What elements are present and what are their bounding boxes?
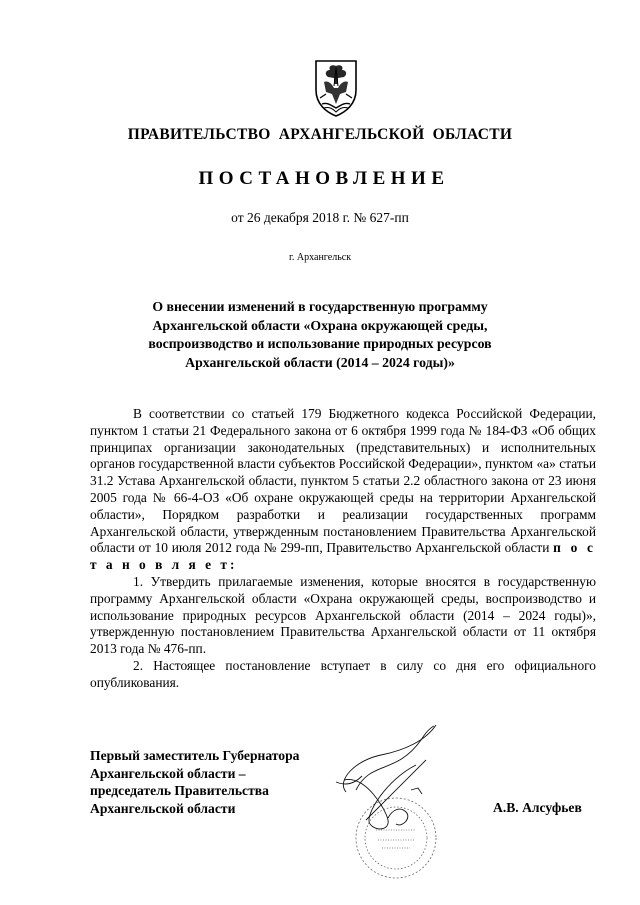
document-date-number: от 26 декабря 2018 г. № 627-пп bbox=[231, 210, 409, 225]
document-body bbox=[90, 406, 596, 692]
title-line: воспроизводство и использование природных ресурсов bbox=[148, 336, 492, 351]
preamble-text: В соответствии со статьей 179 Бюджетного кодекса Российской Федерации, пунктом 1 статьи 21 Федерального закона от 6 октября 1999 года № 184-ФЗ «Об общих принципах организации законодательных (представительных) и исполнительных органов государственной власти субъектов Российской Федерации», пунктом «а» статьи 31.2 Устава Архангельской области, пунктом 5 статьи 2.2 областного закона от 23 июня 2005 года № 66-4-ОЗ «Об охране окружающей среды на территории Архангельской области», Порядком разработки и реализации государственных программ Архангельской области, утвержденным постановлением Правительства Архангельской области от 10 июля 2012 года № 299-пп, Правительство Архангельской области bbox=[90, 406, 596, 556]
coat-of-arms-emblem bbox=[312, 58, 360, 118]
document-type: ПОСТАНОВЛЕНИЕ bbox=[198, 168, 450, 189]
signer-position-line: Архангельской области – bbox=[90, 765, 246, 781]
signer-name: А.В. Алсуфьев bbox=[493, 800, 582, 815]
title-line: Архангельской области «Охрана окружающей среды, bbox=[152, 317, 488, 333]
title-line: Архангельской области (2014 – 2024 годы)» bbox=[185, 354, 455, 370]
signer-position-line: председатель Правительства bbox=[90, 783, 269, 798]
decree-word: п о с т а н о в л я е т: bbox=[90, 540, 596, 573]
government-name: ПРАВИТЕЛЬСТВО АРХАНГЕЛЬСКОЙ ОБЛАСТИ bbox=[127, 126, 513, 143]
item-2-paragraph: 2. Настоящее постановление вступает в силу со дня его официального опубликования. bbox=[90, 657, 596, 690]
document-city: г. Архангельск bbox=[288, 252, 352, 263]
preamble-paragraph bbox=[90, 406, 596, 574]
signer-position-line: Первый заместитель Губернатора bbox=[90, 748, 300, 763]
signer-position bbox=[90, 747, 350, 817]
title-line: О внесении изменений в государственную программу bbox=[152, 299, 488, 314]
signer-position-line: Архангельской области bbox=[90, 800, 236, 816]
signature-and-stamp bbox=[326, 720, 462, 900]
item-1-paragraph: 1. Утвердить прилагаемые изменения, которые вносятся в государственную программу Архангельской области «Охрана окружающей среды, воспроизводство и использование природных ресурсов Архангельской области (2014 – 2024 годы)», утвержденную постановлением Правительства Архангельской области от 11 октября 2013 года № 476-пп. bbox=[90, 573, 596, 657]
document-title bbox=[120, 298, 520, 372]
